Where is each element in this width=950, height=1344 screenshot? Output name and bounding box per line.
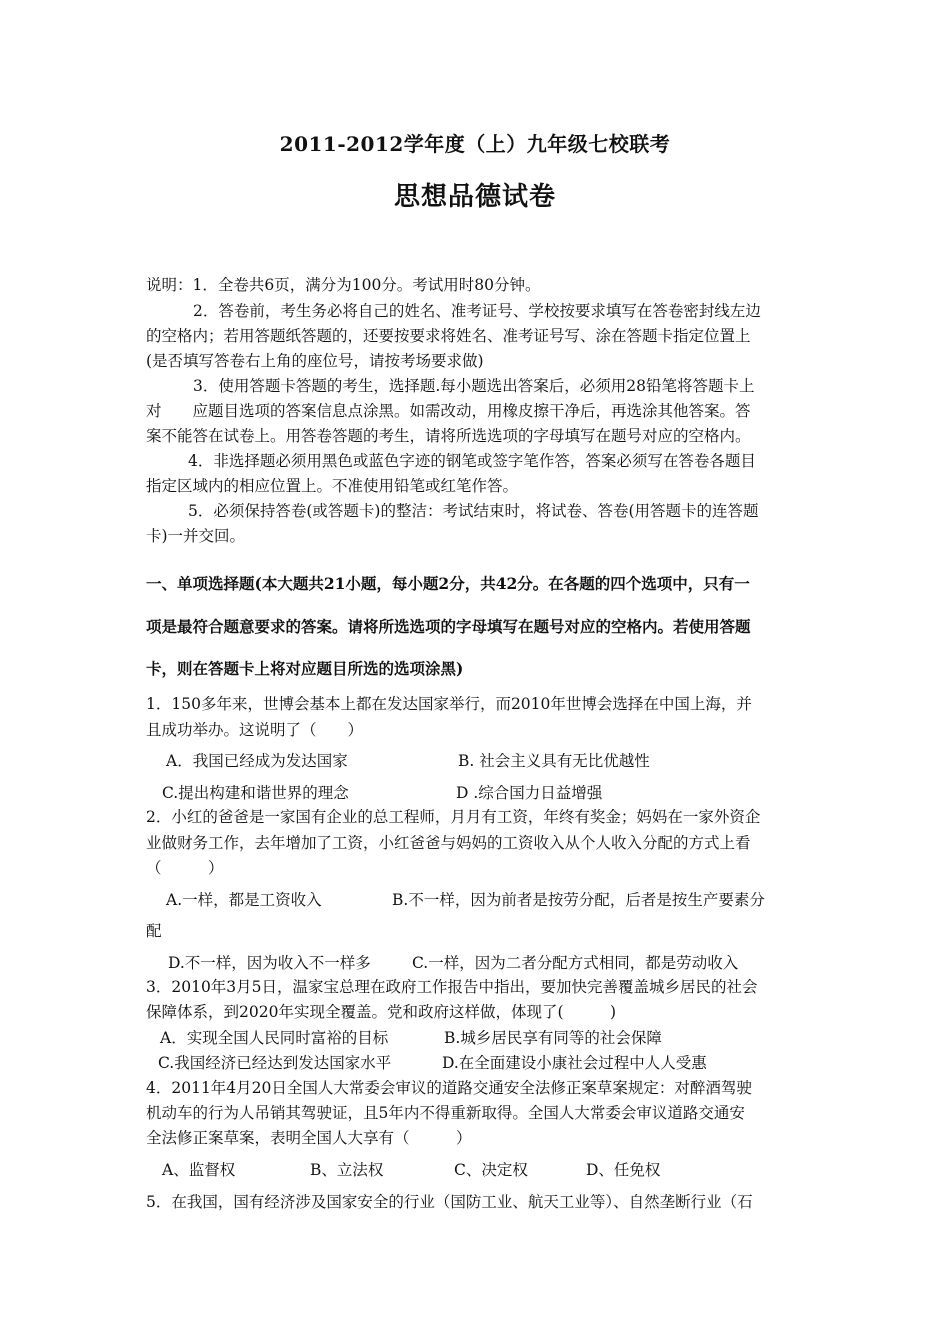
question-stem: 业做财务工作，去年增加了工资，小红爸爸与妈妈的工资收入从个人收入分配的方式上看 — [146, 834, 751, 852]
question-stem: 且成功举办。这说明了（ ） — [146, 721, 364, 739]
option-d: D.在全面建设小康社会过程中人人受惠 — [442, 1054, 707, 1072]
option-b: B.不一样，因为前者是按劳分配，后者是按生产要素分 — [392, 891, 765, 909]
option-c: C、决定权 — [454, 1161, 528, 1179]
instruction-line: 对 应题目选项的答案信息点涂黑。如需改动，用橡皮擦干净后，再选涂其他答案。答 — [146, 402, 751, 420]
instruction-line: 3．使用答题卡答题的考生，选择题.每小题选出答案后，必须用28铅笔将答题卡上 — [193, 377, 755, 395]
instruction-line: 4．非选择题必须用黑色或蓝色字迹的钢笔或签字笔作答，答案必须写在答卷各题目 — [188, 452, 756, 470]
option-b: B、立法权 — [310, 1161, 384, 1179]
option-a: A.一样，都是工资收入 — [166, 891, 322, 909]
option-b: B. 社会主义具有无比优越性 — [458, 752, 650, 770]
question-stem: 2．小红的爸爸是一家国有企业的总工程师，月月有工资，年终有奖金；妈妈在一家外资企 — [146, 808, 761, 826]
section-heading: 卡，则在答题卡上将对应题目所选的选项涂黑) — [146, 659, 464, 678]
question-stem: 机动车的行为人吊销其驾驶证，且5年内不得重新取得。全国人大常委会审议道路交通安 — [146, 1104, 745, 1122]
option-a: A．我国已经成为发达国家 — [166, 752, 348, 770]
section-heading: 一、单项选择题(本大题共21小题，每小题2分，共42分。在各题的四个选项中，只有一 — [146, 574, 750, 593]
instruction-line: 指定区域内的相应位置上。不准使用铅笔或红笔作答。 — [146, 477, 519, 495]
option-b: B.城乡居民享有同等的社会保障 — [444, 1029, 662, 1047]
instruction-line: (是否填写答卷右上角的座位号，请按考场要求做) — [146, 352, 484, 370]
option-d: D .综合国力日益增强 — [456, 784, 603, 802]
instruction-line: 说明：1．全卷共6页，满分为100分。考试用时80分钟。 — [146, 276, 541, 294]
instruction-line: 2．答卷前，考生务必将自己的姓名、准考证号、学校按要求填写在答卷密封线左边 — [193, 302, 761, 320]
option-c: C.一样，因为二者分配方式相同，都是劳动收入 — [412, 954, 739, 972]
option-c: C.我国经济已经达到发达国家水平 — [158, 1054, 392, 1072]
question-stem: 全法修正案草案，表明全国人大享有（ ） — [146, 1129, 472, 1147]
option-d: D、任免权 — [586, 1161, 661, 1179]
section-heading: 项是最符合题意要求的答案。请将所选选项的字母填写在题号对应的空格内。若使用答题 — [146, 617, 751, 636]
exam-subject-title: 思想品德试卷 — [393, 182, 556, 212]
question-stem: （ ） — [146, 859, 224, 877]
question-stem: 1．150多年来，世博会基本上都在发达国家举行，而2010年世博会选择在中国上海，并 — [146, 695, 752, 713]
question-stem: 5．在我国，国有经济涉及国家安全的行业（国防工业、航天工业等）、自然垄断行业（石 — [146, 1193, 753, 1211]
instruction-line: 的空格内；若用答题纸答题的，还要按要求将姓名、准考证号写、涂在答题卡指定位置上 — [146, 327, 751, 345]
instruction-line: 卡)一并交回。 — [146, 527, 246, 545]
option-d: D.不一样，因为收入不一样多 — [168, 954, 371, 972]
option-c: C.提出构建和谐世界的理念 — [162, 784, 349, 802]
option-a: A、监督权 — [162, 1161, 236, 1179]
question-stem: 保障体系，到2020年实现全覆盖。党和政府这样做，体现了( ) — [146, 1003, 617, 1021]
question-stem: 3．2010年3月5日，温家宝总理在政府工作报告中指出，要加快完善覆盖城乡居民的社会 — [146, 978, 758, 996]
instruction-line: 5．必须保持答卷(或答题卡)的整洁：考试结束时，将试卷、答卷(用答题卡的连答题 — [188, 502, 759, 520]
option-b-continued: 配 — [146, 922, 162, 940]
question-stem: 4．2011年4月20日全国人大常委会审议的道路交通安全法修正案草案规定：对醉酒驾驶 — [146, 1079, 752, 1097]
option-a: A．实现全国人民同时富裕的目标 — [160, 1029, 389, 1047]
exam-title: 2011-2012学年度（上）九年级七校联考 — [279, 132, 671, 156]
instruction-line: 案不能答在试卷上。用答卷答题的考生，请将所选选项的字母填写在题号对应的空格内。 — [146, 427, 751, 445]
